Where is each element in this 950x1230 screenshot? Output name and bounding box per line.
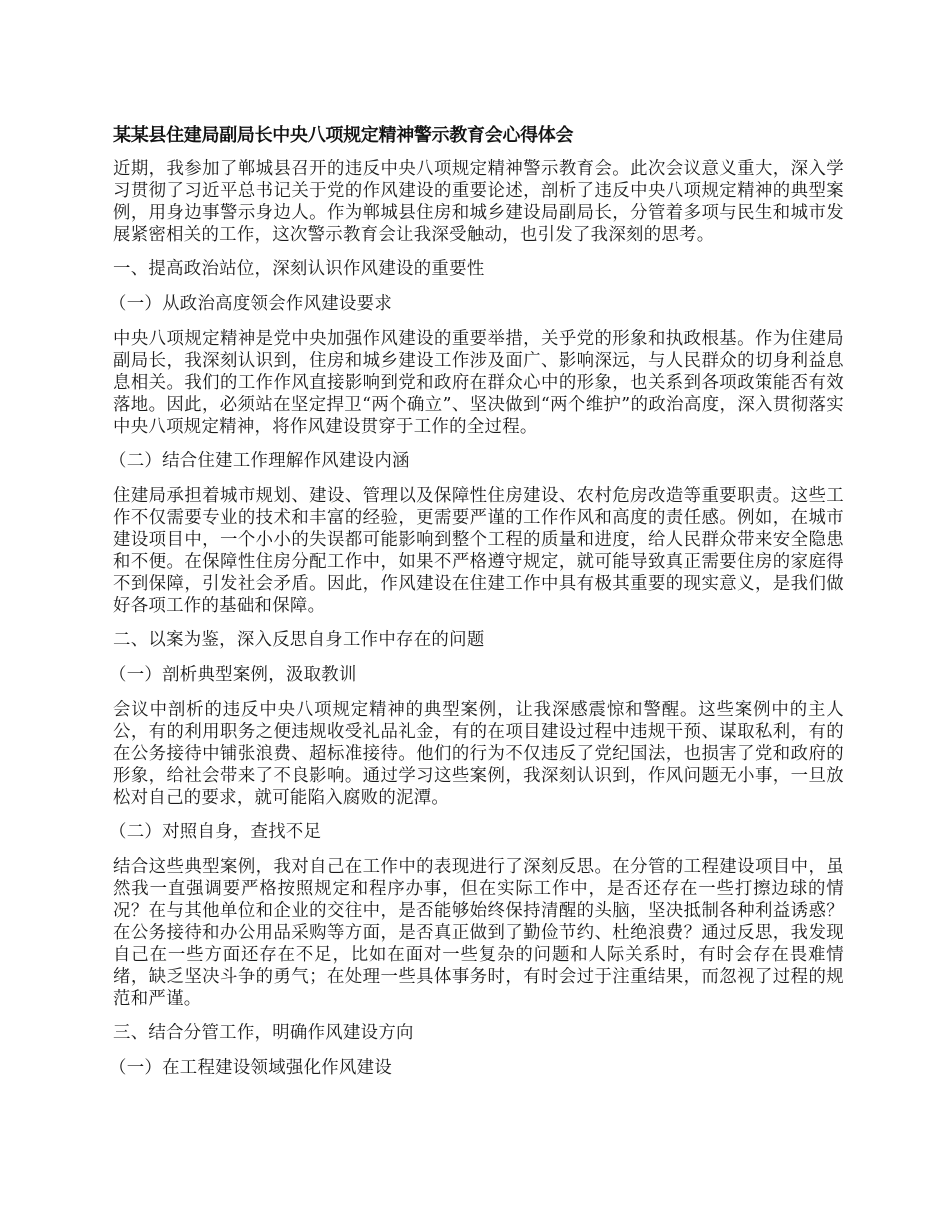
subsection-heading-2-2: （二）对照自身，查找不足 <box>109 822 322 842</box>
section-heading-3: 三、结合分管工作，明确作风建设方向 <box>113 1023 414 1043</box>
subsection-heading-1-2: （二）结合住建工作理解作风建设内涵 <box>109 451 410 471</box>
section-heading-2: 二、以案为鉴，深入反思自身工作中存在的问题 <box>113 630 485 650</box>
paragraph: 会议中剖析的违反中央八项规定精神的典型案例，让我深感震惊和警醒。这些案例中的主人公，有的利用职务之便违规收受礼品礼金，有的在项目建设过程中违规干预、谋取私利，有的在公务接待中铺张浪费、超标准接待。他们的行为不仅违反了党纪国法，也损害了党和政府的形象，给社会带来了不良影响。通过学习这些案例，我深刻认识到，作风问题无小事，一旦放松对自己的要求，就可能陷入腐败的泥潭。 <box>113 700 844 808</box>
document-page <box>109 124 844 1092</box>
subsection-heading-1-1: （一）从政治高度领会作风建设要求 <box>109 294 393 314</box>
subsection-heading-2-1: （一）剖析典型案例，汲取教训 <box>109 665 357 685</box>
paragraph: 结合这些典型案例，我对自己在工作中的表现进行了深刻反思。在分管的工程建设项目中，虽然我一直强调要严格按照规定和程序办事，但在实际工作中，是否还存在一些打擦边球的情况？在与其他单位和企业的交往中，是否能够始终保持清醒的头脑，坚决抵制各种利益诱惑？在公务接待和办公用品采购等方面，是否真正做到了勤俭节约、杜绝浪费？通过反思，我发现自己在一些方面还存在不足，比如在面对一些复杂的问题和人际关系时，有时会存在畏难情绪，缺乏坚决斗争的勇气；在处理一些具体事务时，有时会过于注重结果，而忽视了过程的规范和严谨。 <box>113 857 844 1009</box>
paragraph: 中央八项规定精神是党中央加强作风建设的重要举措，关乎党的形象和执政根基。作为住建局副局长，我深刻认识到，住房和城乡建设工作涉及面广、影响深远，与人民群众的切身利益息息相关。我们的工作作风直接影响到党和政府在群众心中的形象，也关系到各项政策能否有效落地。因此，必须站在坚定捍卫“两个确立”、坚决做到“两个维护”的政治高度，深入贯彻落实中央八项规定精神，将作风建设贯穿于工作的全过程。 <box>113 329 844 437</box>
subsection-heading-3-1: （一）在工程建设领域强化作风建设 <box>109 1058 393 1078</box>
paragraph-intro: 近期，我参加了郸城县召开的违反中央八项规定精神警示教育会。此次会议意义重大，深入学习贯彻了习近平总书记关于党的作风建设的重要论述，剖析了违反中央八项规定精神的典型案例，用身边事警示身边人。作为郸城县住房和城乡建设局副局长，分管着多项与民生和城市发展紧密相关的工作，这次警示教育会让我深受触动，也引发了我深刻的思考。 <box>113 159 844 245</box>
document-title: 某某县住建局副局长中央八项规定精神警示教育会心得体会 <box>113 125 574 146</box>
section-heading-1: 一、提高政治站位，深刻认识作风建设的重要性 <box>113 259 485 279</box>
paragraph: 住建局承担着城市规划、建设、管理以及保障性住房建设、农村危房改造等重要职责。这些工作不仅需要专业的技术和丰富的经验，更需要严谨的工作作风和高度的责任感。例如，在城市建设项目中，一个小小的失误都可能影响到整个工程的质量和进度，给人民群众带来安全隐患和不便。在保障性住房分配工作中，如果不严格遵守规定，就可能导致真正需要住房的家庭得不到保障，引发社会矛盾。因此，作风建设在住建工作中具有极其重要的现实意义，是我们做好各项工作的基础和保障。 <box>113 486 844 616</box>
